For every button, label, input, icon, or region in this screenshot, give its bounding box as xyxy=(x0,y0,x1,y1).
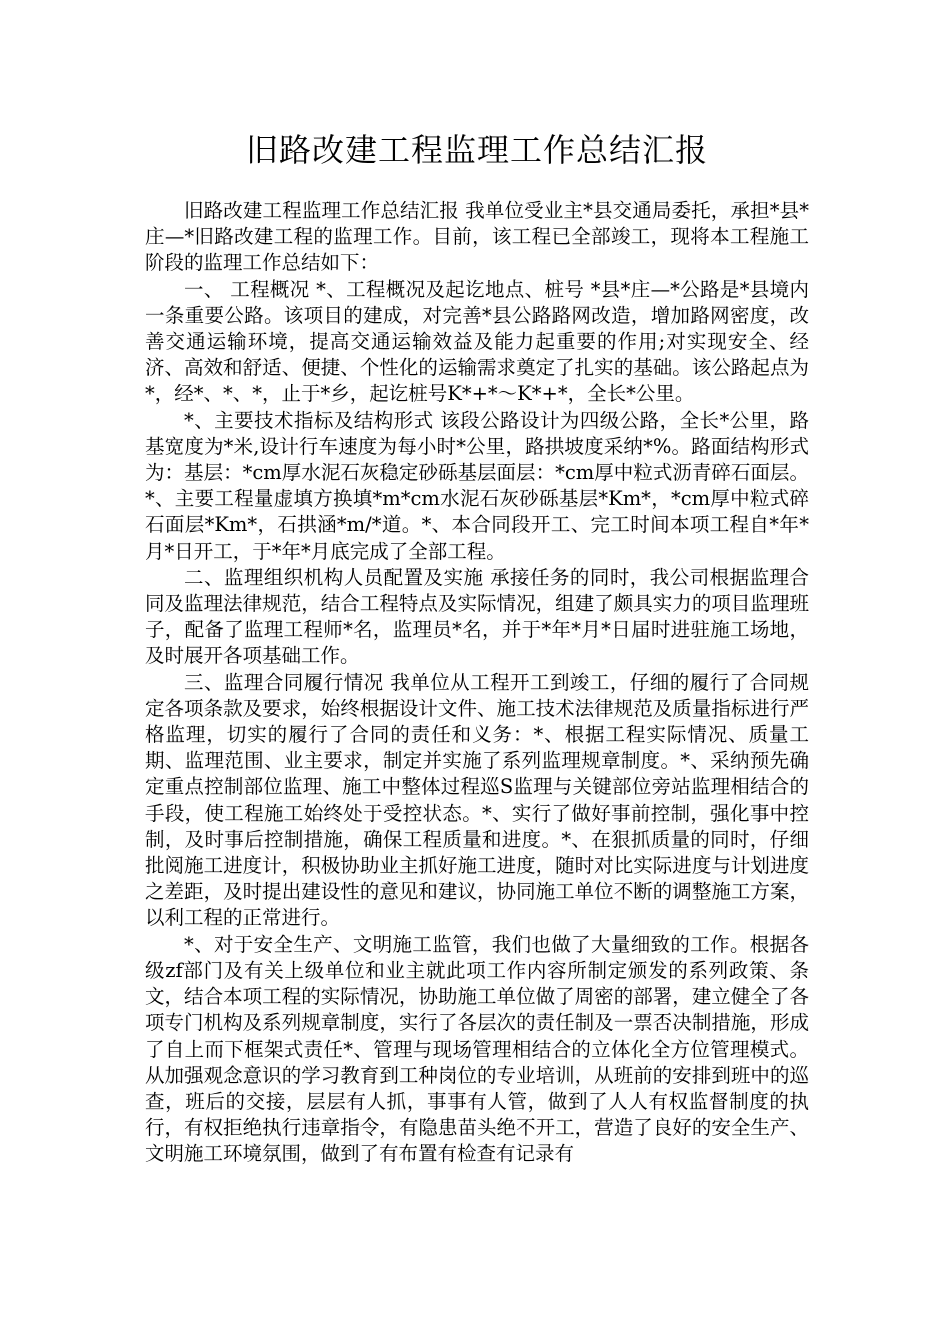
paragraph-organization: 二、监理组织机构人员配置及实施 承接任务的同时，我公司根据监理合同及监理法律规范，结合工程特点及实际情况，组建了颇具实力的项目监理班子，配备了监理工程师*名，监理员*名，并于*年*月*日届时进驻施工场地，及时展开各项基础工作。 xyxy=(145,565,809,668)
paragraph-technical-indicators: *、主要技术指标及结构形式 该段公路设计为四级公路，全长*公里，路基宽度为*米,设计行车速度为每小时*公里，路拱坡度采纳*%。路面结构形式为：基层：*cm厚水泥石灰稳定砂砾基层面层：*cm厚中粒式沥青碎石面层。*、主要工程量虚填方换填*m*cm水泥石灰砂砾基层*Km*，*cm厚中粒式碎石面层*Km*，石拱涵*m/*道。*、本合同段开工、完工时间本项工程自*年*月*日开工，于*年*月底完成了全部工程。 xyxy=(145,408,809,563)
paragraph-project-overview: 一、 工程概况 *、工程概况及起讫地点、桩号 *县*庄—*公路是*县境内一条重要公路。该项目的建成，对完善*县公路路网改造，增加路网密度，改善交通运输环境，提高交通运输效益及能力起重要的作用;对实现安全、经济、高效和舒适、便捷、个性化的运输需求奠定了扎实的基础。该公路起点为*，经*、*、*，止于*乡，起讫桩号K*+*～K*+*，全长*公里。 xyxy=(145,277,809,406)
paragraph-contract-performance: 三、监理合同履行情况 我单位从工程开工到竣工，仔细的履行了合同规定各项条款及要求，始终根据设计文件、施工技术法律规范及质量指标进行严格监理，切实的履行了合同的责任和义务：*、根据工程实际情况、质量工期、监理范围、业主要求，制定并实施了系列监理规章制度。*、采纳预先确定重点控制部位监理、施工中整体过程巡S监理与关键部位旁站监理相结合的手段，使工程施工始终处于受控状态。*、实行了做好事前控制，强化事中控制，及时事后控制措施，确保工程质量和进度。*、在狠抓质量的同时，仔细批阅施工进度计，积极协助业主抓好施工进度，随时对比实际进度与计划进度之差距，及时提出建设性的意见和建议，协同施工单位不断的调整施工方案，以利工程的正常进行。 xyxy=(145,670,809,930)
paragraph-safety: *、对于安全生产、文明施工监管，我们也做了大量细致的工作。根据各级zf部门及有关上级单位和业主就此项工作内容所制定颁发的系列政策、条文，结合本项工程的实际情况，协助施工单位做了周密的部署，建立健全了各项专门机构及系列规章制度，实行了各层次的责任制及一票否决制措施，形成了自上而下框架式责任*、管理与现场管理相结合的立体化全方位管理模式。从加强观念意识的学习教育到工种岗位的专业培训，从班前的安排到班中的巡查，班后的交接，层层有人抓，事事有人管，做到了人人有权监督制度的执行，有权拒绝执行违章指令，有隐患苗头绝不开工，营造了良好的安全生产、文明施工环境氛围，做到了有布置有检查有记录有 xyxy=(145,932,809,1166)
paragraph-intro: 旧路改建工程监理工作总结汇报 我单位受业主*县交通局委托，承担*县*庄—*旧路改建工程的监理工作。目前，该工程已全部竣工，现将本工程施工阶段的监理工作总结如下： xyxy=(145,199,809,275)
document-page xyxy=(145,128,809,1168)
document-title: 旧路改建工程监理工作总结汇报 xyxy=(245,131,708,169)
